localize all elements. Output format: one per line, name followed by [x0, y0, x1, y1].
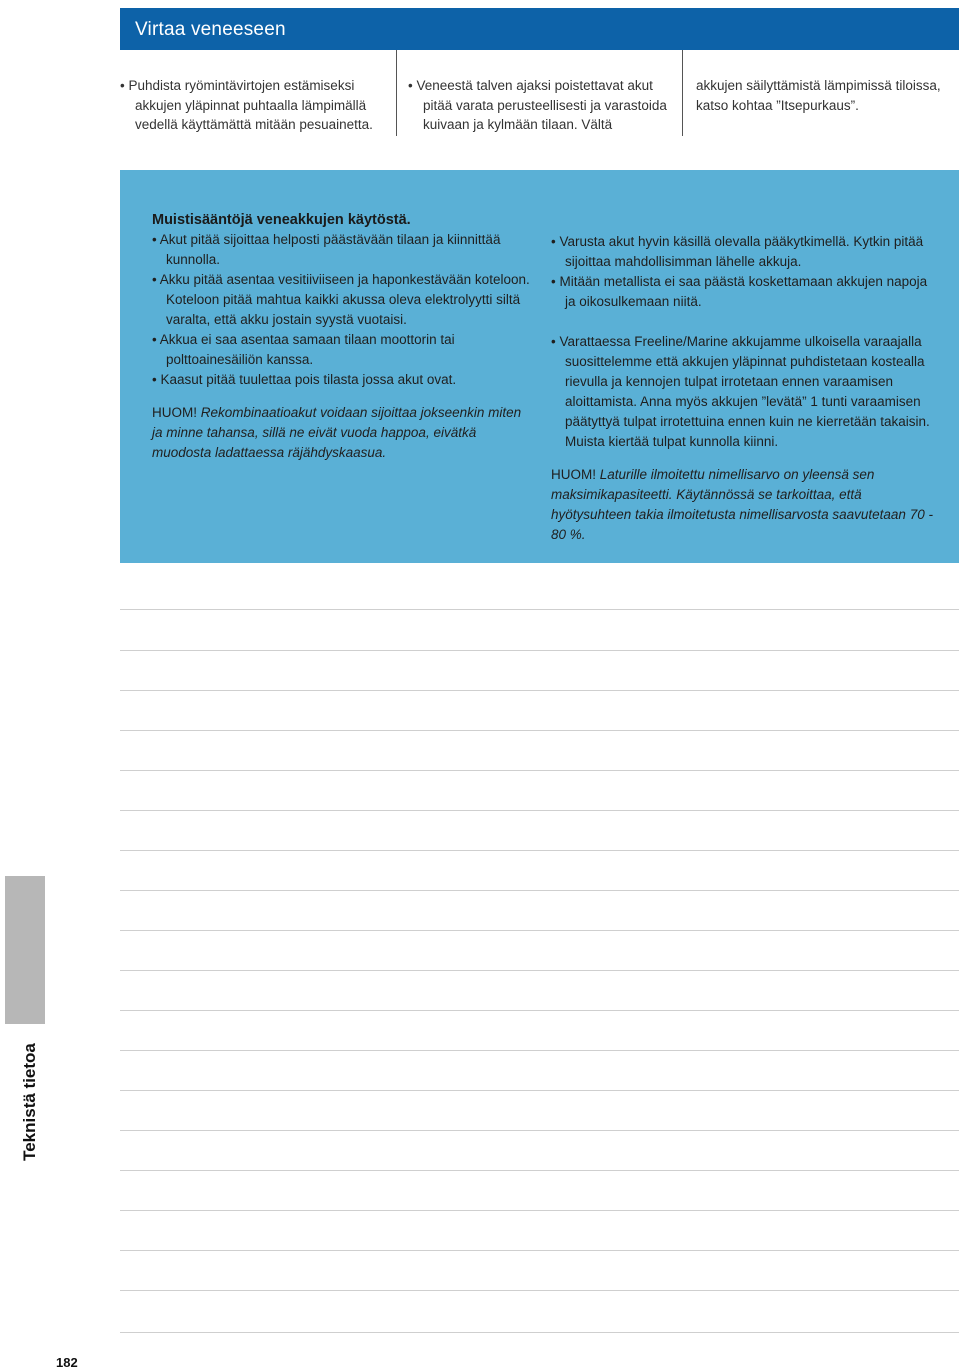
column-divider	[396, 50, 397, 136]
section-header	[120, 8, 959, 50]
info-note-left	[152, 403, 534, 463]
info-box-heading: Muistisääntöjä veneakkujen käytöstä.	[152, 212, 411, 228]
note-line	[120, 730, 959, 731]
info-list-item: • Akkua ei saa asentaa samaan tilaan moottorin tai polttoainesäiliön kanssa.	[152, 332, 455, 367]
note-line	[120, 1090, 959, 1091]
info-list-item: • Akut pitää sijoittaa helposti päästävään tilaan ja kiinnittää kunnolla.	[152, 232, 501, 267]
intro-column-3	[696, 76, 958, 115]
info-box-left-column	[152, 210, 534, 463]
note-line	[120, 690, 959, 691]
note-line	[120, 1332, 959, 1333]
note-line	[120, 970, 959, 971]
column-divider	[682, 50, 683, 136]
note-line	[120, 810, 959, 811]
note-line	[120, 930, 959, 931]
info-note-right	[551, 465, 933, 545]
note-line	[120, 1010, 959, 1011]
info-box-right-column	[551, 232, 933, 545]
info-list-item: • Akku pitää asentaa vesitiiviiseen ja haponkestävään koteloon. Koteloon pitää mahtua kaikki akussa oleva elektrolyytti siltä varalta, että akku jostain syystä vuotaisi.	[152, 272, 530, 327]
note-line	[120, 609, 959, 610]
side-tab-label: Teknistä tietoa	[20, 1043, 39, 1161]
note-line	[120, 1170, 959, 1171]
info-list-item: • Varusta akut hyvin käsillä olevalla pääkytkimellä. Kytkin pitää sijoittaa mahdollisimman lähelle akkuja.	[551, 234, 924, 269]
intro-paragraph-1: • Puhdista ryömintävirtojen estämiseksi akkujen yläpinnat puhtaalla lämpimällä vedellä käyttämättä mitään pesuainetta.	[120, 78, 373, 132]
intro-column-1	[120, 76, 392, 135]
info-list-item: • Varattaessa Freeline/Marine akkujamme ulkoisella varaajalla suosittelemme että akkujen yläpinnat puhdistetaan kostealla rievulla ja kennojen tulpat irrotetaan ennen varaamisen aloittamista. Anna myös akkujen ”levätä” 1 tunti varaamisen päätyttyä tulpat irrotettuina ennen kuin ne kierretään takaisin. Muista kiertää tulpat kunnolla kiinni.	[551, 334, 930, 449]
note-text: Rekombinaatioakut voidaan sijoittaa jokseenkin miten ja minne tahansa, sillä ne eivät vuoda happoa, eivätkä muodosta ladattaessa räjähdyskaasua.	[152, 405, 522, 460]
note-label: HUOM!	[152, 405, 197, 420]
info-list-item: • Kaasut pitää tuulettaa pois tilasta jossa akut ovat.	[152, 372, 457, 387]
note-line	[120, 1250, 959, 1251]
note-line	[120, 1290, 959, 1291]
note-line	[120, 850, 959, 851]
intro-column-2	[408, 76, 670, 135]
page-number: 182	[56, 1355, 78, 1370]
note-line	[120, 890, 959, 891]
side-tab-marker	[5, 876, 45, 1024]
note-label: HUOM!	[551, 467, 596, 482]
note-line	[120, 770, 959, 771]
section-title: Virtaa veneeseen	[135, 19, 286, 40]
intro-paragraph-3: akkujen säilyttämistä lämpimissä tiloissa, katso kohtaa ”Itsepurkaus”.	[696, 78, 941, 113]
note-line	[120, 1210, 959, 1211]
intro-paragraph-2: • Veneestä talven ajaksi poistettavat akut pitää varata perusteellisesti ja varastoida kuivaan ja kylmään tilaan. Vältä	[408, 78, 667, 132]
info-list-item: • Mitään metallista ei saa päästä koskettamaan akkujen napoja ja oikosulkemaan niitä.	[551, 274, 928, 309]
note-line	[120, 1050, 959, 1051]
note-line	[120, 1130, 959, 1131]
note-line	[120, 650, 959, 651]
note-text: Laturille ilmoitettu nimellisarvo on yleensä sen maksimikapasiteetti. Käytännössä se tarkoittaa, että hyötysuhteen takia ilmoitetusta nimellisarvosta saavutetaan 70 - 80 %.	[551, 467, 933, 542]
